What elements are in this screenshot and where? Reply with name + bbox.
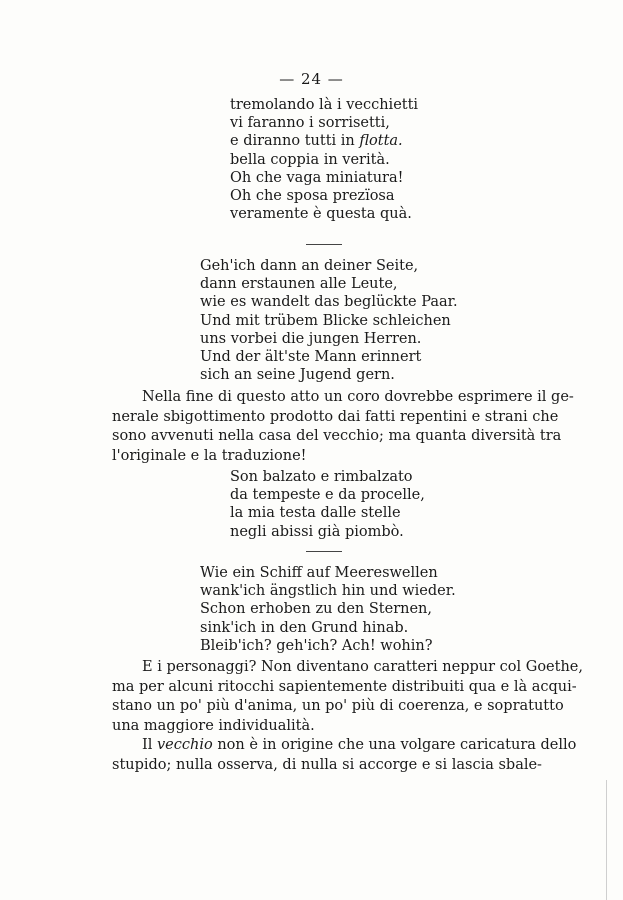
verse-line: la mia testa dalle stelle: [230, 505, 401, 522]
prose-line: ma per alcuni ritocchi sapientemente distribuiti qua e là acqui-: [112, 678, 577, 695]
verse-line: dann erstaunen alle Leute,: [200, 276, 398, 293]
verse-line-text: e diranno tutti in: [230, 133, 355, 150]
prose-line: Nella fine di questo atto un coro dovrebbe esprimere il ge-: [142, 389, 574, 405]
verse-line: uns vorbei die jungen Herren.: [200, 330, 422, 347]
verse-line: Schon erhoben zu den Sternen,: [200, 601, 432, 618]
prose-text: Il: [142, 737, 153, 753]
verse-line: Bleib'ich? geh'ich? Ach! wohin?: [200, 637, 433, 654]
verse-line: sink'ich in den Grund hinab.: [200, 619, 409, 636]
verse-line: Wie ein Schiff auf Meereswellen: [200, 565, 438, 581]
prose-paragraph-3: [112, 736, 577, 775]
german-stanza-1: [200, 257, 458, 384]
prose-line: sono avvenuti nella casa del vecchio; ma quanta diversità tra: [112, 428, 562, 444]
prose-line: E i personaggi? Non diventano caratteri neppur col Goethe,: [142, 659, 583, 675]
italian-stanza-1: [230, 96, 418, 223]
section-divider: [306, 244, 342, 245]
verse-line: Oh che sposa prezïosa: [230, 188, 395, 205]
verse-line: Oh che vaga miniatura!: [230, 169, 404, 186]
italian-stanza-2: [230, 468, 425, 541]
prose-line: stano un po' più d'anima, un po' più di coerenza, e sopratutto: [112, 698, 564, 714]
verse-line: vi faranno i sorrisetti,: [230, 115, 390, 132]
verse-line: Geh'ich dann an deiner Seite,: [200, 258, 419, 274]
verse-line: Son balzato e rimbalzato: [230, 469, 413, 485]
section-divider: [306, 551, 342, 552]
prose-line: una maggiore individualità.: [112, 717, 315, 734]
prose-line: l'originale e la traduzione!: [112, 447, 307, 464]
prose-line: nerale sbigottimento prodotto dai fatti repentini e strani che: [112, 408, 559, 425]
prose-line: [112, 736, 577, 756]
prose-paragraph-1: [112, 388, 574, 466]
verse-line: veramente è questa quà.: [230, 206, 412, 223]
verse-line: da tempeste e da procelle,: [230, 487, 425, 504]
german-stanza-2: [200, 564, 456, 655]
italic-word: flotta.: [359, 133, 403, 150]
page-number: — 24 —: [279, 70, 344, 88]
verse-line: sich an seine Jugend gern.: [200, 367, 395, 384]
verse-line: Und der ält'ste Mann erinnert: [200, 349, 422, 366]
verse-line: Und mit trübem Blicke schleichen: [200, 312, 451, 329]
verse-line: tremolando là i vecchietti: [230, 97, 419, 113]
verse-line: bella coppia in verità.: [230, 151, 390, 168]
prose-text: non è in origine che una volgare caricatura dello: [217, 737, 577, 753]
verse-line: negli abissi già piombò.: [230, 523, 404, 540]
prose-paragraph-2: [112, 658, 583, 736]
page-edge-shadow: [606, 780, 607, 900]
verse-line: wie es wandelt das beglückte Paar.: [200, 294, 458, 311]
prose-line: stupido; nulla osserva, di nulla si accorge e si lascia sbale-: [112, 756, 542, 773]
verse-line: [230, 132, 418, 150]
verse-line: wank'ich ängstlich hin und wieder.: [200, 583, 456, 600]
italic-word: vecchio: [156, 737, 213, 753]
